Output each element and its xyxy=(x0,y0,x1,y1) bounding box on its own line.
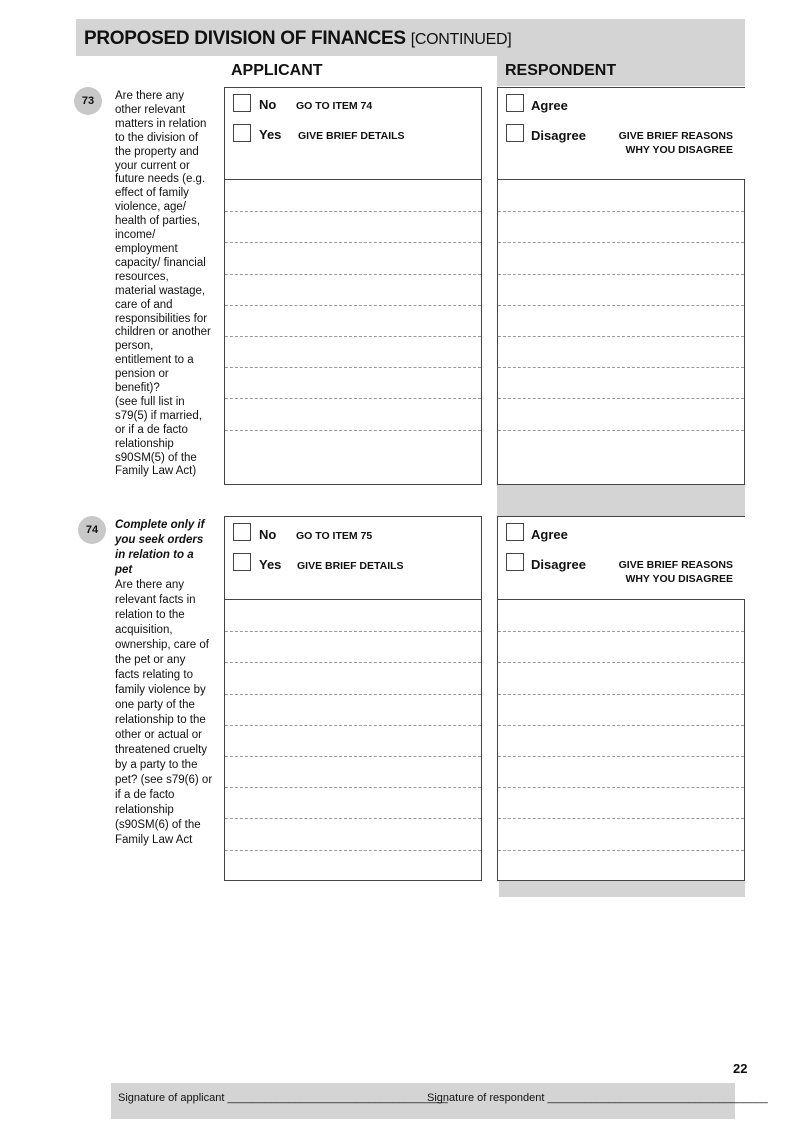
ruled-line xyxy=(498,305,744,306)
ruled-line xyxy=(225,242,481,243)
item-73-question-text-line: other relevant xyxy=(115,103,186,116)
item-73-question-text-line: or if a de facto xyxy=(115,423,188,436)
ruled-line xyxy=(225,305,481,306)
ruled-line xyxy=(225,430,481,431)
item-73-question-text-line: matters in relation xyxy=(115,117,207,130)
item-73-question xyxy=(115,90,223,479)
item-73-number: 73 xyxy=(74,87,102,115)
item-73-question-text-line: children or another xyxy=(115,326,211,339)
item-73-disagree-checkbox[interactable] xyxy=(506,124,524,142)
item-74-question-text-line: facts relating to xyxy=(115,669,193,681)
item-73-respondent-reasons-area[interactable] xyxy=(497,179,745,485)
item-73-yes-instruction: GIVE BRIEF DETAILS xyxy=(298,130,405,142)
ruled-line xyxy=(498,662,744,663)
item-74-number: 74 xyxy=(78,516,106,544)
applicant-column-heading: APPLICANT xyxy=(231,62,323,79)
item-74-question-text-line: relationship xyxy=(115,804,174,816)
item-73-yes-checkbox[interactable] xyxy=(233,124,251,142)
item-73-question-text-line: health of parties, xyxy=(115,215,201,228)
ruled-line xyxy=(498,725,744,726)
item-74-no-instruction: GO TO ITEM 75 xyxy=(296,530,373,542)
item-73-question-text-line: care of and xyxy=(115,298,173,311)
item-73-question-text-line: resources, xyxy=(115,270,169,283)
item-73-question-text-line: benefit)? xyxy=(115,382,160,395)
item-74-question-emphasis-line: you seek orders xyxy=(115,534,204,546)
item-74-question-emphasis-line: in relation to a xyxy=(115,549,194,561)
ruled-line xyxy=(498,631,744,632)
item-74-question-text-line: one party of the xyxy=(115,699,195,711)
item-74-instr-line2: WHY YOU DISAGREE xyxy=(625,573,733,585)
item-73-question-text-line: your current or xyxy=(115,159,190,172)
item-73-disagree-instruction xyxy=(619,129,733,157)
item-74-question-text-line: the pet or any xyxy=(115,654,186,666)
respondent-bottom-bar xyxy=(499,881,745,897)
item-74-question-emphasis-line: Complete only if xyxy=(115,519,205,531)
item-74-question-text-line: family violence by xyxy=(115,684,206,696)
ruled-line xyxy=(498,850,744,851)
ruled-line xyxy=(498,398,744,399)
item-74-question-text-line: relevant facts in xyxy=(115,594,196,606)
item-73-no-label: No xyxy=(259,97,277,112)
item-74-question-text-line: (s90SM(6) of the xyxy=(115,819,201,831)
item-74-applicant-details-area[interactable] xyxy=(224,599,482,881)
ruled-line xyxy=(498,211,744,212)
ruled-line xyxy=(225,631,481,632)
item-74-question-emphasis-line: pet xyxy=(115,564,133,576)
item-73-agree-label: Agree xyxy=(531,98,568,113)
item-73-question-text-line: relationship xyxy=(115,437,174,450)
ruled-line xyxy=(225,336,481,337)
item-73-applicant-details-area[interactable] xyxy=(224,179,482,485)
item-74-question-emphasis xyxy=(115,518,223,578)
item-74-question-text-line: ownership, care of xyxy=(115,639,209,651)
applicant-signature-line[interactable]: Signature of applicant ____________________________________ xyxy=(118,1092,448,1104)
item-74-question-text-line: relation to the xyxy=(115,609,185,621)
item-73-question-text-line: Are there any xyxy=(115,90,185,102)
item-74-respondent-reasons-area[interactable] xyxy=(497,599,745,881)
respondent-signature-line[interactable]: Signature of respondent ____________________________________ xyxy=(427,1092,768,1104)
item-73-question-text-line: s79(5) if married, xyxy=(115,409,202,422)
item-73-question-text-line: material wastage, xyxy=(115,284,206,297)
ruled-line xyxy=(498,274,744,275)
item-73-question-text-line: to the division of xyxy=(115,131,199,144)
page-title-text: PROPOSED DIVISION OF FINANCES xyxy=(84,28,406,49)
item-73-yes-label: Yes xyxy=(259,127,282,142)
item-73-question-text-line: (see full list in xyxy=(115,395,185,408)
item-74-question-text-line: threatened cruelty xyxy=(115,744,208,756)
item-73-question-text-line: income/ xyxy=(115,229,156,242)
item-73-question-text-line: violence, age/ xyxy=(115,201,186,214)
ruled-line xyxy=(225,787,481,788)
ruled-line xyxy=(225,398,481,399)
ruled-line xyxy=(225,211,481,212)
item-74-agree-label: Agree xyxy=(531,527,568,542)
item-74-disagree-checkbox[interactable] xyxy=(506,553,524,571)
item-73-question-text-line: s90SM(5) of the xyxy=(115,451,197,464)
ruled-line xyxy=(498,242,744,243)
item-73-instr-line1: GIVE BRIEF REASONS xyxy=(618,130,733,142)
item-73-question-text-line: entitlement to a xyxy=(115,354,194,367)
item-73-question-text-line: responsibilities for xyxy=(115,312,208,325)
item-73-instr-line2: WHY YOU DISAGREE xyxy=(625,144,733,156)
item-74-disagree-label: Disagree xyxy=(531,557,586,572)
item-74-question xyxy=(115,518,223,848)
ruled-line xyxy=(498,367,744,368)
item-74-yes-label: Yes xyxy=(259,557,282,572)
ruled-line xyxy=(225,694,481,695)
item-74-question-text-line: acquisition, xyxy=(115,624,173,636)
item-73-question-text xyxy=(115,90,223,479)
page-number: 22 xyxy=(733,1061,748,1076)
item-74-question-text-line: Are there any xyxy=(115,579,185,591)
item-74-question-text xyxy=(115,578,223,848)
item-74-question-text-line: other or actual or xyxy=(115,729,202,741)
item-74-agree-checkbox[interactable] xyxy=(506,523,524,541)
item-73-question-text-line: the property and xyxy=(115,145,199,158)
item-74-no-label: No xyxy=(259,527,277,542)
item-74-disagree-instruction xyxy=(619,558,733,586)
item-73-question-text-line: pension or xyxy=(115,368,169,381)
ruled-line xyxy=(225,756,481,757)
item-74-question-text-line: by a party to the xyxy=(115,759,198,771)
page-title-continued: [CONTINUED] xyxy=(410,31,512,48)
item-73-disagree-label: Disagree xyxy=(531,128,586,143)
item-73-question-text-line: capacity/ financial xyxy=(115,256,206,269)
item-74-question-text-line: if a de facto xyxy=(115,789,175,801)
item-73-question-text-line: effect of family xyxy=(115,187,189,200)
ruled-line xyxy=(225,662,481,663)
ruled-line xyxy=(225,367,481,368)
respondent-column-heading: RESPONDENT xyxy=(505,62,617,79)
item-73-no-checkbox[interactable] xyxy=(233,94,251,112)
ruled-line xyxy=(498,336,744,337)
respondent-gap-bar xyxy=(497,485,745,516)
ruled-line xyxy=(498,430,744,431)
ruled-line xyxy=(498,818,744,819)
ruled-line xyxy=(225,725,481,726)
ruled-line xyxy=(225,274,481,275)
ruled-line xyxy=(225,850,481,851)
page-title xyxy=(84,28,511,50)
ruled-line xyxy=(498,694,744,695)
item-73-no-instruction: GO TO ITEM 74 xyxy=(296,100,373,112)
item-74-yes-checkbox[interactable] xyxy=(233,553,251,571)
ruled-line xyxy=(498,787,744,788)
item-74-question-text-line: pet? (see s79(6) or xyxy=(115,774,213,786)
ruled-line xyxy=(225,818,481,819)
item-73-agree-checkbox[interactable] xyxy=(506,94,524,112)
item-73-question-text-line: person, xyxy=(115,340,154,353)
item-74-no-checkbox[interactable] xyxy=(233,523,251,541)
item-74-question-text-line: Family Law Act xyxy=(115,834,193,846)
item-74-question-text-line: relationship to the xyxy=(115,714,206,726)
item-74-yes-instruction: GIVE BRIEF DETAILS xyxy=(297,560,404,572)
item-73-question-text-line: future needs (e.g. xyxy=(115,173,206,186)
ruled-line xyxy=(498,756,744,757)
item-73-question-text-line: employment xyxy=(115,242,178,255)
item-73-question-text-line: Family Law Act) xyxy=(115,465,197,478)
item-74-instr-line1: GIVE BRIEF REASONS xyxy=(618,559,733,571)
